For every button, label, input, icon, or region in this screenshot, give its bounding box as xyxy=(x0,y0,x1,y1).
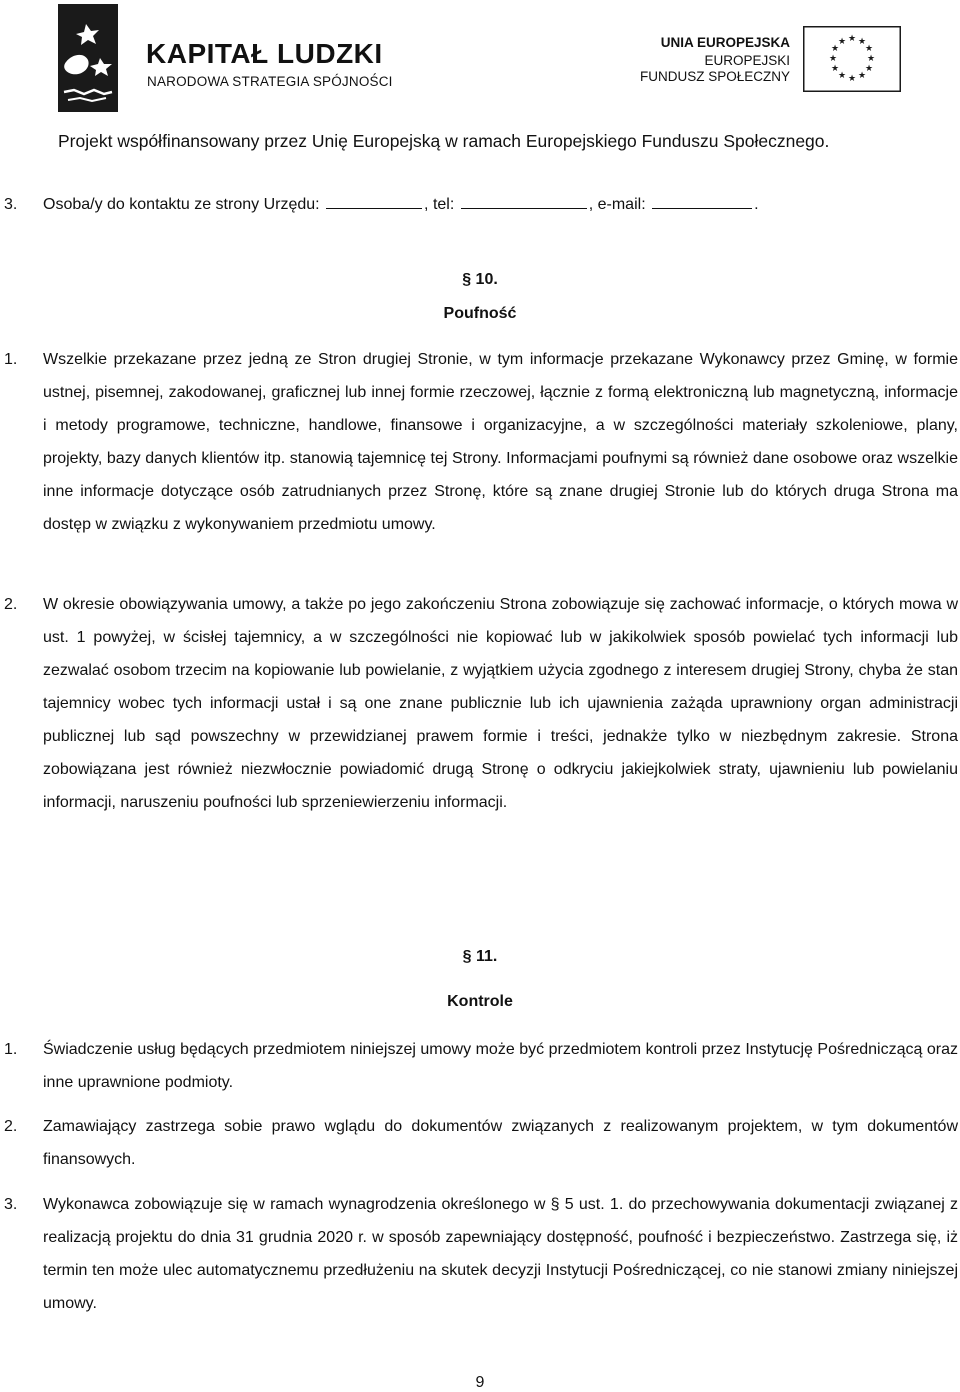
svg-text:★: ★ xyxy=(857,71,867,81)
contact-tel-blank xyxy=(461,207,587,209)
svg-text:★: ★ xyxy=(847,34,857,44)
kapital-ludzki-logo-icon xyxy=(58,4,118,112)
contact-name-blank xyxy=(326,207,422,209)
svg-text:★: ★ xyxy=(864,64,874,74)
svg-text:★: ★ xyxy=(866,54,876,64)
section-10-heading: § 10. xyxy=(462,271,498,288)
svg-text:★: ★ xyxy=(857,37,867,47)
kapital-ludzki-subtitle: NARODOWA STRATEGIA SPÓJNOŚCI xyxy=(147,74,393,89)
contact-number: 3. xyxy=(4,196,18,213)
section-11-item-2-number: 2. xyxy=(4,1118,18,1135)
section-10-item-2-text: W okresie obowiązywania umowy, a także po jego zakończeniu Strona zobowiązuje się zachować informacje, o których mowa w ust. 1 powyżej, w ścisłej tajemnicy, a w szczególności nie kopiować lub w jakikolwiek sposób powielać tych informacji lub zezwalać osobom trzecim na kopiowanie lub powielanie, z wyjątkiem użycia zgodnego z interesem drugiej Strony, chyba że stan tajemnicy wobec tych informacji ustał i są one znane publicznie lub ich ujawnienia zażąda uprawniony organ administracji publicznej lub sąd powszechny w przewidzianej prawem formie i treści, jednakże tylko w niezbędnym zakresie. Strona zobowiązana jest również niezwłocznie powiadomić drugą Stronę o odkryciu jakiejkolwiek straty, ujawnieniu lub powielaniu informacji, naruszeniu poufności lub sprzeniewierzeniu informacji. xyxy=(43,596,958,811)
section-10-item-2-number: 2. xyxy=(4,596,18,613)
section-11-item-2-text: Zamawiający zastrzega sobie prawo wglądu do dokumentów związanych z realizowanym projektem, w tym dokumentów finansowych. xyxy=(43,1118,958,1168)
svg-text:★: ★ xyxy=(837,37,847,47)
svg-text:★: ★ xyxy=(830,44,840,54)
ue-label-line1: UNIA EUROPEJSKA xyxy=(660,35,790,50)
contact-label-tel: , tel: xyxy=(424,196,455,213)
contact-label-email: , e-mail: xyxy=(588,196,646,213)
contact-text xyxy=(43,188,958,221)
section-11-item-1-number: 1. xyxy=(4,1041,18,1058)
section-10-title: Poufność xyxy=(443,305,517,322)
section-11-item-1-text: Świadczenie usług będących przedmiotem niniejszej umowy może być przedmiotem kontroli przez Instytucję Pośredniczącą oraz inne uprawnione podmioty. xyxy=(43,1041,958,1091)
section-11-title: Kontrole xyxy=(447,993,513,1010)
section-11-item-3-number: 3. xyxy=(4,1196,18,1213)
section-10-item-1-text: Wszelkie przekazane przez jedną ze Stron drugiej Stronie, w tym informacje przekazane Wykonawcy przez Gminę, w formie ustnej, pisemnej, zakodowanej, graficznej lub innej formie rzeczowej, łącznie z formą elektroniczną lub magnetyczną, informacje i metody programowe, techniczne, handlowe, finansowe i organizacyjne, a w szczególności materiały szkoleniowe, plany, projekty, bazy danych klientów itp. stanowią tajemnicę tej Strony. Informacjami poufnymi są również dane osobowe oraz wszelkie inne informacje dotyczące osób zatrudnianych przez Stronę, które są znane drugiej Stronie lub do których druga Strona ma dostęp w związku z wykonywaniem przedmiotu umowy. xyxy=(43,351,958,533)
contact-label-office: Osoba/y do kontaktu ze strony Urzędu: xyxy=(43,196,320,213)
contact-email-blank xyxy=(652,207,752,209)
project-cofinancing-note: Projekt współfinansowany przez Unię Europejską w ramach Europejskiego Funduszu Społecznego. xyxy=(58,131,830,151)
ue-label-line3: FUNDUSZ SPOŁECZNY xyxy=(639,69,790,84)
page-number: 9 xyxy=(475,1374,485,1391)
section-11-item-3-text: Wykonawca zobowiązuje się w ramach wynagrodzenia określonego w § 5 ust. 1. do przechowywania dokumentacji związanej z realizacją projektu do dnia 31 grudnia 2020 r. w sposób zapewniający dostępność, poufność i bezpieczeństwo. Zastrzega się, iż termin ten może ulec automatycznemu przedłużeniu na skutek decyzji Instytucji Pośredniczącej, co nie stanowi zmiany niniejszej umowy. xyxy=(43,1196,958,1312)
section-11-heading: § 11. xyxy=(462,948,498,965)
kapital-ludzki-title: KAPITAŁ LUDZKI xyxy=(146,38,383,69)
svg-text:★: ★ xyxy=(864,44,874,54)
ue-label-line2: EUROPEJSKI xyxy=(704,53,790,68)
eu-flag-icon xyxy=(803,26,901,92)
svg-text:★: ★ xyxy=(828,54,838,64)
svg-text:★: ★ xyxy=(830,64,840,74)
contact-label-end: . xyxy=(754,196,759,213)
section-10-item-1-number: 1. xyxy=(4,351,18,368)
svg-text:★: ★ xyxy=(847,74,857,84)
svg-text:★: ★ xyxy=(837,71,847,81)
